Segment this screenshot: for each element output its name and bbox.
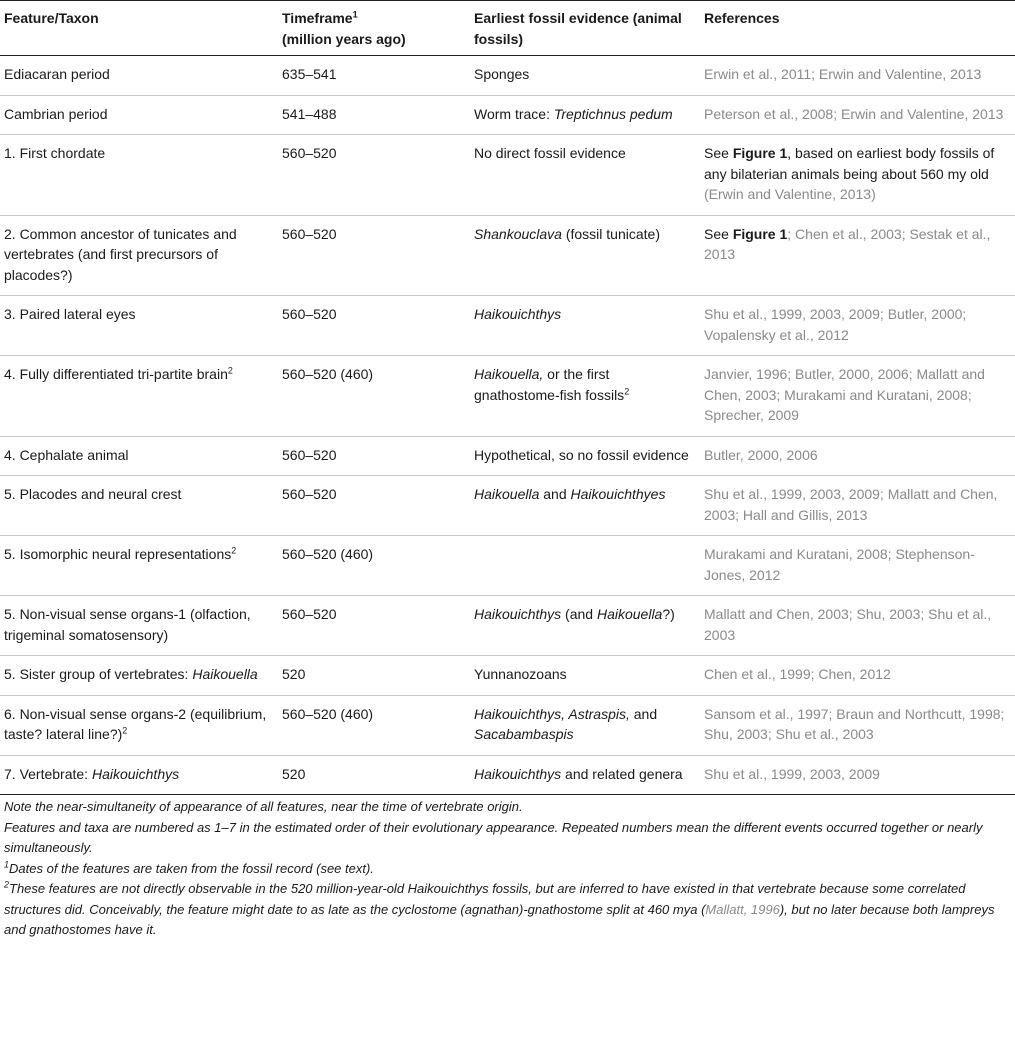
cell-timeframe — [278, 656, 470, 696]
cell-feature — [0, 755, 278, 795]
table-row — [0, 755, 1015, 795]
cell-references — [700, 656, 1015, 696]
references-text: Chen et al., 1999; Chen, 2012 — [704, 666, 891, 682]
fossil-taxon: Haikouella, — [474, 366, 544, 382]
table-row — [0, 656, 1015, 696]
header-timeframe — [278, 1, 470, 56]
cell-feature — [0, 695, 278, 755]
feature-text: 5. Sister group of vertebrates: — [4, 666, 193, 682]
timeframe-text: 560–520 — [282, 225, 337, 242]
fossil-footnote: 2 — [624, 385, 630, 396]
note-3-text: Dates of the features are taken from the fossil record (see text). — [9, 860, 374, 876]
references-text: Peterson et al., 2008; Erwin and Valentine, 2013 — [704, 105, 1004, 122]
references-text: Erwin et al., 2011; Erwin and Valentine, 2013 — [704, 66, 982, 82]
fossil-taxon: Treptichnus pedum — [553, 105, 673, 122]
cell-timeframe — [278, 596, 470, 656]
cell-feature — [0, 356, 278, 437]
feature-text: 5. Placodes and neural crest — [4, 486, 182, 502]
cell-fossil-evidence — [470, 356, 700, 437]
references-citation: (Erwin and Valentine, 2013) — [704, 186, 876, 202]
note-2: Features and taxa are numbered as 1–7 in the estimated order of their evolutionary appearance. Repeated numbers mean the different events occurred together or nearly simultaneously. — [4, 819, 983, 855]
cell-references — [700, 56, 1015, 96]
table-body — [0, 56, 1015, 795]
feature-taxon: Haikouichthys — [91, 765, 180, 782]
references-text: Butler, 2000, 2006 — [704, 446, 818, 463]
cell-timeframe — [278, 356, 470, 437]
header-references: References — [700, 1, 1015, 56]
cell-feature — [0, 476, 278, 536]
feature-text: 4. Fully differentiated tri-partite brain — [4, 366, 228, 382]
timeframe-text: 560–520 — [282, 486, 337, 502]
table-row — [0, 296, 1015, 356]
fossil-text: (fossil tunicate) — [561, 225, 660, 242]
cell-timeframe — [278, 476, 470, 536]
timeframe-text: 520 — [282, 765, 306, 782]
note-4-reference: Mallatt, 1996 — [705, 901, 780, 917]
cell-feature — [0, 135, 278, 216]
fossil-taxon: Haikouichthys — [474, 765, 562, 782]
table-row — [0, 56, 1015, 96]
fossil-taxon: Haikouella — [474, 486, 540, 502]
fossil-text: or the first gnathostome-fish fossils — [474, 366, 625, 403]
feature-text: 5. Non-visual sense organs-1 (olfaction, trigeminal somatosensory) — [4, 606, 251, 643]
header-fossil-evidence: Earliest fossil evidence (animal fossils) — [470, 1, 700, 56]
fossil-taxon: Shankouclava — [474, 225, 562, 242]
references-text: Janvier, 1996; Butler, 2000, 2006; Mallatt and Chen, 2003; Murakami and Kuratani, 2008; Sprecher, 2009 — [704, 366, 985, 423]
fossil-taxon: Haikouella — [596, 606, 663, 622]
table-row — [0, 135, 1015, 216]
note-1: Note the near-simultaneity of appearance of all features, near the time of vertebrate origin. — [4, 799, 523, 814]
timeframe-text: 560–520 (460) — [282, 705, 374, 722]
fossil-text: Sponges — [474, 66, 530, 82]
note-3-sup: 1 — [4, 859, 10, 870]
references-text: Murakami and Kuratani, 2008; Stephenson-Jones, 2012 — [704, 546, 975, 583]
feature-footnote: 2 — [122, 725, 128, 736]
table-header-row — [0, 1, 1015, 56]
references-citation: ; Chen et al., 2003; Sestak et al., 2013 — [704, 225, 991, 262]
references-text: Shu et al., 1999, 2003, 2009; Mallatt and Chen, 2003; Hall and Gillis, 2013 — [704, 486, 998, 523]
cell-fossil-evidence — [470, 215, 700, 296]
feature-text: 3. Paired lateral eyes — [4, 306, 136, 322]
feature-text: Cambrian period — [4, 105, 108, 122]
feature-text: 1. First chordate — [4, 145, 106, 161]
cell-fossil-evidence — [470, 296, 700, 356]
figure-reference: Figure 1 — [732, 145, 788, 161]
cell-timeframe — [278, 536, 470, 596]
fossil-text: and — [539, 486, 571, 502]
cell-fossil-evidence — [470, 755, 700, 795]
cell-references — [700, 695, 1015, 755]
cell-feature — [0, 215, 278, 296]
cell-fossil-evidence — [470, 476, 700, 536]
fossil-taxon: Sacabambaspis — [474, 726, 574, 742]
cell-fossil-evidence — [470, 536, 700, 596]
cell-references — [700, 596, 1015, 656]
header-timeframe-sup: 1 — [352, 9, 358, 20]
cell-references — [700, 215, 1015, 296]
cell-references — [700, 135, 1015, 216]
cell-references — [700, 95, 1015, 135]
cell-fossil-evidence — [470, 135, 700, 216]
feature-footnote: 2 — [227, 365, 233, 376]
fossil-text: (and — [561, 606, 597, 622]
timeframe-text: 560–520 — [282, 446, 337, 463]
timeframe-text: 635–541 — [282, 66, 337, 82]
fossil-text: and related genera — [561, 765, 683, 782]
header-timeframe-unit: (million years ago) — [282, 30, 406, 47]
fossil-taxon: Haikouichthys, Astraspis, — [474, 705, 630, 722]
fossil-taxon: Haikouichthyes — [570, 486, 666, 502]
timeframe-text: 520 — [282, 666, 306, 682]
fossil-text: Worm trace: — [474, 105, 554, 122]
cell-feature — [0, 95, 278, 135]
feature-footnote: 2 — [231, 545, 237, 556]
timeframe-text: 560–520 — [282, 606, 337, 622]
table-row — [0, 476, 1015, 536]
cell-references — [700, 436, 1015, 476]
feature-text: Ediacaran period — [4, 66, 110, 82]
timeframe-text: 560–520 — [282, 306, 337, 322]
feature-text: 5. Isomorphic neural representations — [4, 546, 232, 562]
references-text: Sansom et al., 1997; Braun and Northcutt, 1998; Shu, 2003; Shu et al., 2003 — [704, 705, 1005, 742]
cell-feature — [0, 596, 278, 656]
cell-feature — [0, 296, 278, 356]
timeframe-text: 541–488 — [282, 105, 337, 122]
references-see: See — [704, 145, 733, 161]
cell-fossil-evidence — [470, 596, 700, 656]
table-row — [0, 356, 1015, 437]
timeframe-text: 560–520 — [282, 145, 337, 161]
cell-feature — [0, 436, 278, 476]
cell-timeframe — [278, 56, 470, 96]
cell-fossil-evidence — [470, 656, 700, 696]
feature-taxon: Haikouella — [192, 666, 258, 682]
note-4-text-b: ), but no later because both lampreys and gnathostomes have it. — [4, 901, 995, 937]
fossil-text: No direct fossil evidence — [474, 145, 626, 161]
references-see: See — [704, 225, 733, 242]
cell-timeframe — [278, 215, 470, 296]
table-row — [0, 596, 1015, 656]
fossil-text: Yunnanozoans — [474, 666, 567, 682]
header-timeframe-label: Timeframe — [282, 10, 353, 26]
table-row — [0, 695, 1015, 755]
note-3 — [4, 859, 1015, 880]
cell-references — [700, 356, 1015, 437]
cell-references — [700, 296, 1015, 356]
note-4-sup: 2 — [4, 879, 10, 890]
fossil-text: Hypothetical, so no fossil evidence — [474, 446, 689, 463]
cell-fossil-evidence — [470, 695, 700, 755]
note-4-text-a: These features are not directly observable in the 520 million-year-old Haikouichthys fossils, but are inferred to have existed in that vertebrate because some correlated structures did. Conceivably, the feature might date to as late as the cyclostome (agnathan)-gnathostome split at 460 mya ( — [4, 881, 966, 917]
fossil-taxon: Haikouichthys — [474, 306, 562, 322]
references-text: Mallatt and Chen, 2003; Shu, 2003; Shu et al., 2003 — [704, 606, 992, 643]
cell-timeframe — [278, 135, 470, 216]
cell-timeframe — [278, 436, 470, 476]
feature-text: 4. Cephalate animal — [4, 446, 129, 463]
fossil-taxon: Haikouichthys — [474, 606, 562, 622]
table-notes — [0, 795, 1015, 941]
cell-feature — [0, 56, 278, 96]
cell-feature — [0, 536, 278, 596]
table-row — [0, 436, 1015, 476]
cell-references — [700, 536, 1015, 596]
figure-reference: Figure 1 — [732, 225, 788, 242]
table-row — [0, 215, 1015, 296]
timeframe-text: 560–520 (460) — [282, 366, 374, 382]
references-text: Shu et al., 1999, 2003, 2009; Butler, 2000; Vopalensky et al., 2012 — [704, 306, 967, 343]
references-text: , based on earliest body fossils of any bilaterian animals being about 560 my old — [704, 145, 995, 182]
fossil-text: and — [629, 705, 658, 722]
cell-feature — [0, 656, 278, 696]
cell-timeframe — [278, 695, 470, 755]
cell-references — [700, 755, 1015, 795]
cell-fossil-evidence — [470, 95, 700, 135]
fossil-text: ?) — [662, 606, 675, 622]
cell-timeframe — [278, 95, 470, 135]
note-4 — [4, 879, 1015, 941]
table-row — [0, 536, 1015, 596]
feature-text: 2. Common ancestor of tunicates and vertebrates (and first precursors of placodes?) — [4, 225, 237, 283]
header-feature: Feature/Taxon — [0, 1, 278, 56]
cell-fossil-evidence — [470, 56, 700, 96]
cell-fossil-evidence — [470, 436, 700, 476]
feature-text: 6. Non-visual sense organs-2 (equilibrium, taste? lateral line?) — [4, 705, 267, 742]
feature-text: 7. Vertebrate: — [4, 765, 92, 782]
timeframe-text: 560–520 (460) — [282, 546, 374, 562]
cell-timeframe — [278, 296, 470, 356]
cell-references — [700, 476, 1015, 536]
cell-timeframe — [278, 755, 470, 795]
references-text: Shu et al., 1999, 2003, 2009 — [704, 765, 880, 782]
table-row — [0, 95, 1015, 135]
